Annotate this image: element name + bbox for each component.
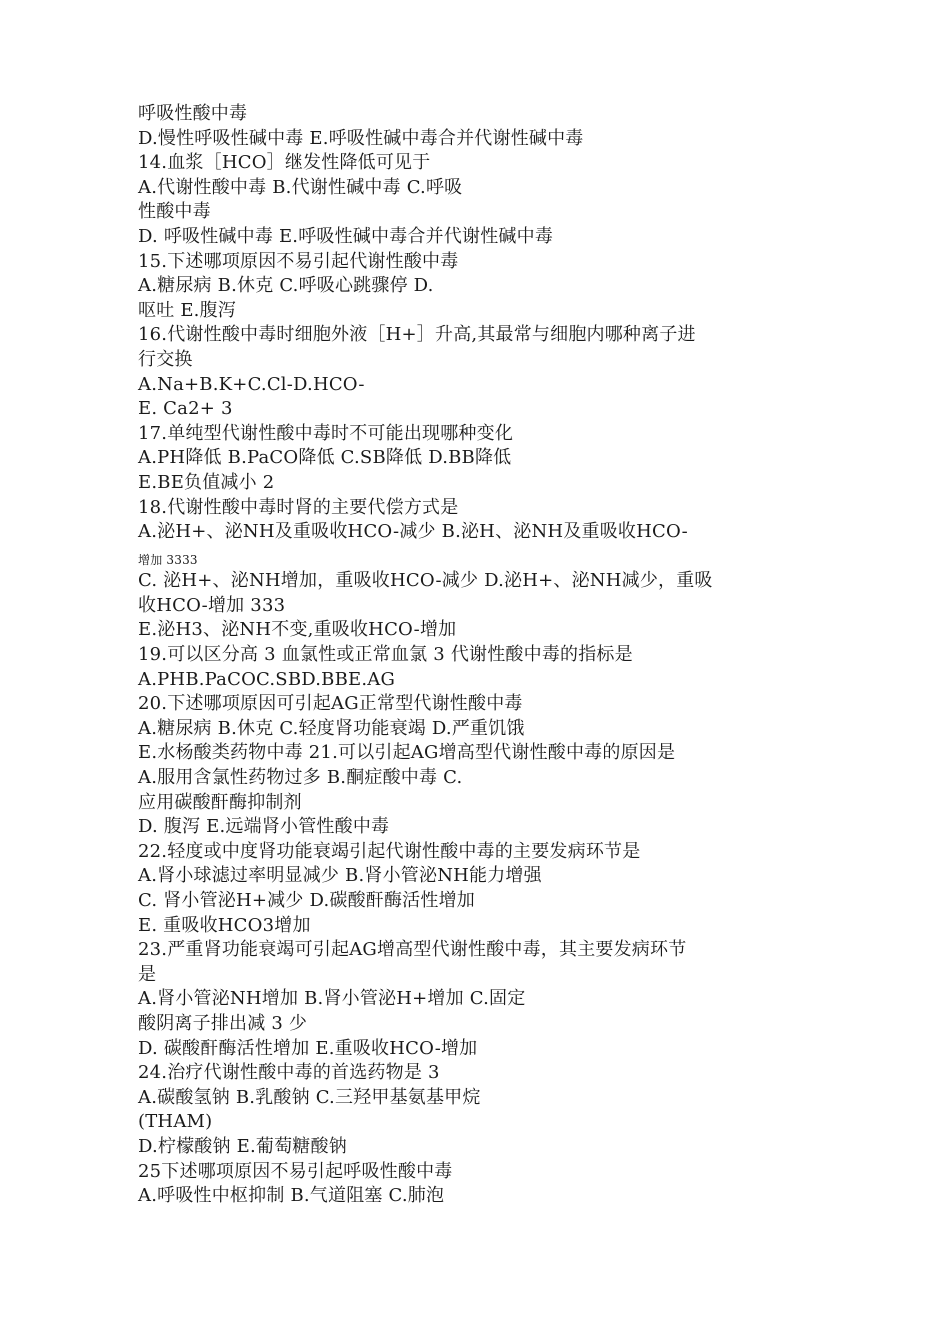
text-line: 酸阴离子排出减 3 少: [138, 1012, 308, 1034]
text-line: 22.轻度或中度肾功能衰竭引起代谢性酸中毒的主要发病环节是: [138, 840, 641, 862]
text-line: C. 肾小管泌H+减少 D.碳酸酐酶活性增加: [138, 890, 475, 911]
text-line: 20.下述哪项原因可引起AG正常型代谢性酸中毒: [138, 693, 523, 715]
text-line: 16.代谢性酸中毒时细胞外液［H+］升高,其最常与细胞内哪种离子进: [138, 324, 696, 346]
text-line: D.柠檬酸钠 E.葡萄糖酸钠: [138, 1135, 347, 1157]
text-line: 呼吸性酸中毒: [138, 103, 248, 124]
text-line: A.碳酸氢钠 B.乳酸钠 C.三羟甲基氨基甲烷: [138, 1086, 481, 1108]
text-line: D. 腹泻 E.远端肾小管性酸中毒: [138, 816, 390, 838]
text-line: 是: [138, 963, 157, 985]
text-line: 应用碳酸酐酶抑制剂: [138, 791, 302, 813]
text-line: A.肾小球滤过率明显减少 B.肾小管泌NH能力增强: [138, 865, 542, 887]
text-line: A.代谢性酸中毒 B.代谢性碱中毒 C.呼吸: [138, 176, 463, 198]
text-line: A.Na+B.K+C.Cl-D.HCO-: [138, 373, 365, 395]
text-line: 17.单纯型代谢性酸中毒时不可能出现哪种变化: [138, 422, 514, 444]
text-line: 呕吐 E.腹泻: [138, 299, 236, 321]
text-line: 性酸中毒: [138, 201, 211, 223]
text-line: 24.治疗代谢性酸中毒的首选药物是 3: [138, 1062, 440, 1084]
text-line: 行交换: [138, 348, 193, 370]
text-line: 14.血浆［HCO］继发性降低可见于: [138, 152, 431, 174]
text-line: E.水杨酸类药物中毒 21.可以引起AG增高型代谢性酸中毒的原因是: [138, 742, 676, 764]
text-line: 18.代谢性酸中毒时肾的主要代偿方式是: [138, 496, 459, 518]
text-line: 19.可以区分高 3 血氯性或正常血氯 3 代谢性酸中毒的指标是: [138, 644, 633, 666]
text-line: C. 泌H+、泌NH增加，重吸收HCO-减少 D.泌H+、泌NH减少，重吸: [138, 570, 713, 592]
text-line: A.糖尿病 B.休克 C.轻度肾功能衰竭 D.严重饥饿: [138, 717, 525, 739]
text-line: (THAM): [138, 1111, 213, 1133]
text-line: A.糖尿病 B.休克 C.呼吸心跳骤停 D.: [138, 275, 434, 297]
text-line: 23.严重肾功能衰竭可引起AG增高型代谢性酸中毒，其主要发病环节: [138, 939, 687, 961]
document-text: [138, 102, 838, 1209]
text-line: 25下述哪项原因不易引起呼吸性酸中毒: [138, 1160, 453, 1182]
text-line: 增加 3333: [138, 552, 198, 567]
text-line: 15.下述哪项原因不易引起代谢性酸中毒: [138, 250, 459, 272]
text-line: A.呼吸性中枢抑制 B.气道阻塞 C.肺泡: [138, 1185, 445, 1207]
text-line: E.BE负值减小 2: [138, 471, 275, 493]
text-line: A.PH降低 B.PaCO降低 C.SB降低 D.BB降低: [138, 447, 512, 469]
text-line: A.泌H+、泌NH及重吸收HCO-减少 B.泌H、泌NH及重吸收HCO-: [138, 521, 688, 543]
text-line: D. 碳酸酐酶活性增加 E.重吸收HCO-增加: [138, 1037, 478, 1059]
text-line: E.泌H3、泌NH不变,重吸收HCO-增加: [138, 619, 457, 641]
text-line: 收HCO-增加 333: [138, 594, 286, 616]
text-line: A.PHB.PaCOC.SBD.BBE.AG: [138, 668, 396, 690]
text-line: A.肾小管泌NH增加 B.肾小管泌H+增加 C.固定: [138, 988, 526, 1010]
text-line: E. Ca2+ 3: [138, 398, 233, 420]
text-line: D.慢性呼吸性碱中毒 E.呼吸性碱中毒合并代谢性碱中毒: [138, 127, 584, 149]
text-line: A.服用含氯性药物过多 B.酮症酸中毒 C.: [138, 767, 463, 789]
text-line: E. 重吸收HCO3增加: [138, 914, 311, 936]
text-line: D. 呼吸性碱中毒 E.呼吸性碱中毒合并代谢性碱中毒: [138, 225, 554, 247]
